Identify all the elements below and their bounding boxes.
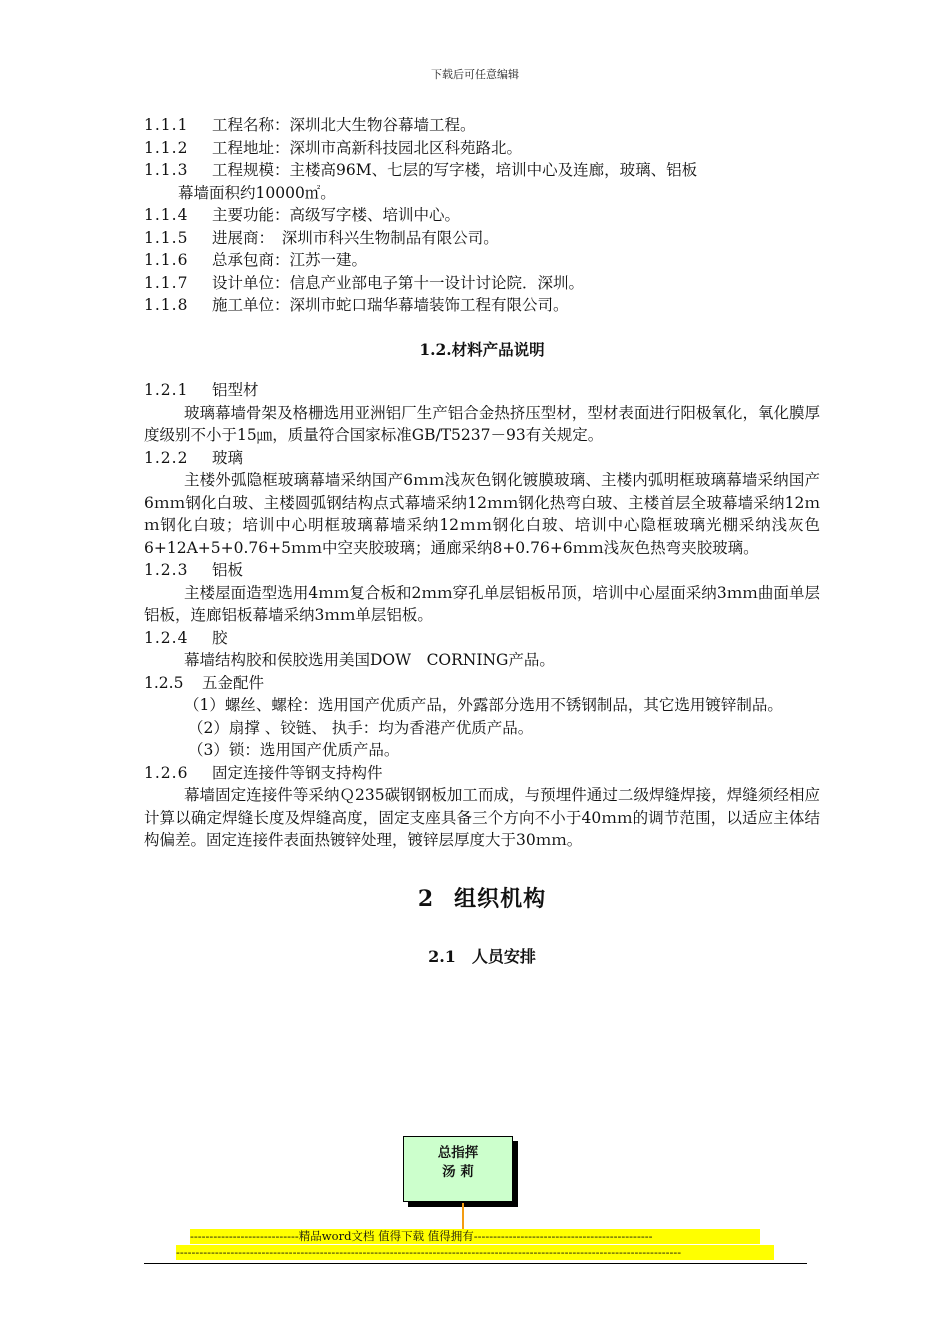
hardware-item-2: （2）扇撑 、铰链、 执手：均为香港产优质产品。	[188, 718, 534, 737]
document-body	[144, 114, 820, 969]
hardware-item-1: （1）螺丝、螺栓：选用国产优质产品，外露部分选用不锈钢制品，其它选用镀锌制品。	[184, 696, 783, 714]
section-1-2-title: 1.2.材料产品说明	[419, 339, 545, 359]
item-1-1-1: 1.1.1 工程名称：深圳北大生物谷幕墙工程。	[144, 116, 476, 134]
heading-1-2-1: 1.2.1 铝型材	[144, 381, 259, 399]
org-name: 汤 莉	[442, 1164, 474, 1180]
footer-banner: ----------------------------精品word文档 值得下载 值得拥有----------------------------------------------	[190, 1229, 760, 1244]
item-1-1-3-continued: 幕墙面积约10000㎡。	[178, 183, 336, 202]
footer-dashes: ----------------------------------------------------------------------------------------------------------------------------------	[176, 1245, 774, 1260]
para-aluminum-profiles: 玻璃幕墙骨架及格栅选用亚洲铝厂生产铝合金热挤压型材，型材表面进行阳极氧化，氧化膜厚度级别不小于15㎛，质量符合国家标准GB/T5237－93有关规定。	[144, 403, 820, 444]
item-1-1-8: 1.1.8 施工单位：深圳市蛇口瑞华幕墙装饰工程有限公司。	[144, 296, 569, 314]
item-1-1-7: 1.1.7 设计单位：信息产业部电子第十一设计讨论院．深圳。	[144, 273, 585, 292]
para-glass: 主楼外弧隐框玻璃幕墙采纳国产6ｍｍ浅灰色钢化镀膜玻璃、主楼内弧明框玻璃幕墙采纳国产6ｍｍ钢化白玻、主楼圆弧钢结构点式幕墙采纳12ｍｍ钢化热弯白玻、主楼首层全玻幕墙采纳12ｍｍ钢化白玻；培训中心明框玻璃幕墙采纳12ｍｍ钢化白玻、培训中心隐框玻璃光棚采纳浅灰色6+12A+5+0.76+5ｍｍ中空夹胶玻璃；通廊采纳8+0.76+6ｍｍ浅灰色热弯夹胶玻璃。	[144, 471, 820, 557]
item-1-1-3: 1.1.3 工程规模：主楼高96M、七层的写字楼，培训中心及连廊，玻璃、铝板	[144, 161, 698, 179]
org-chart-commander-box	[403, 1136, 513, 1202]
chapter-2-title: 2 组织机构	[417, 885, 547, 912]
heading-1-2-3: 1.2.3 铝板	[144, 561, 244, 579]
heading-1-2-6: 1.2.6 固定连接件等钢支持构件	[144, 763, 383, 782]
hardware-item-3: （3）锁：选用国产优质产品。	[188, 741, 400, 759]
heading-1-2-5: 1.2.5 五金配件	[144, 673, 265, 692]
para-aluminum-panels: 主楼屋面造型选用4ｍｍ复合板和2ｍｍ穿孔单层铝板吊顶，培训中心屋面采纳3ｍｍ曲面单层铝板，连廊铝板幕墙采纳3ｍｍ单层铝板。	[144, 583, 820, 624]
para-sealant: 幕墙结构胶和侯胶选用美国DOW CORNING产品。	[184, 651, 555, 669]
page-header: 下载后可任意编辑	[431, 68, 519, 81]
footer-rule	[144, 1263, 807, 1264]
section-2-1-title: 2.1 人员安排	[428, 947, 536, 966]
heading-1-2-2: 1.2.2 玻璃	[144, 448, 244, 467]
item-1-1-4: 1.1.4 主要功能：高级写字楼、培训中心。	[144, 206, 461, 224]
item-1-1-5: 1.1.5 进展商： 深圳市科兴生物制品有限公司。	[144, 228, 499, 247]
item-1-1-6: 1.1.6 总承包商：江苏一建。	[144, 251, 368, 269]
org-connector-line	[462, 1203, 464, 1229]
org-role: 总指挥	[437, 1145, 479, 1161]
item-1-1-2: 1.1.2 工程地址：深圳市高新科技园北区科苑路北。	[144, 138, 523, 157]
para-steel-supports: 幕墙固定连接件等采纳Ｑ235碳钢钢板加工而成，与预埋件通过二级焊缝焊接，焊缝须经相应计算以确定焊缝长度及焊缝高度，固定支座具备三个方向不小于40ｍｍ的调节范围，以适应主体结构偏差。固定连接件表面热镀锌处理，镀锌层厚度大于30ｍｍ。	[144, 786, 820, 849]
heading-1-2-4: 1.2.4 胶	[144, 628, 228, 647]
